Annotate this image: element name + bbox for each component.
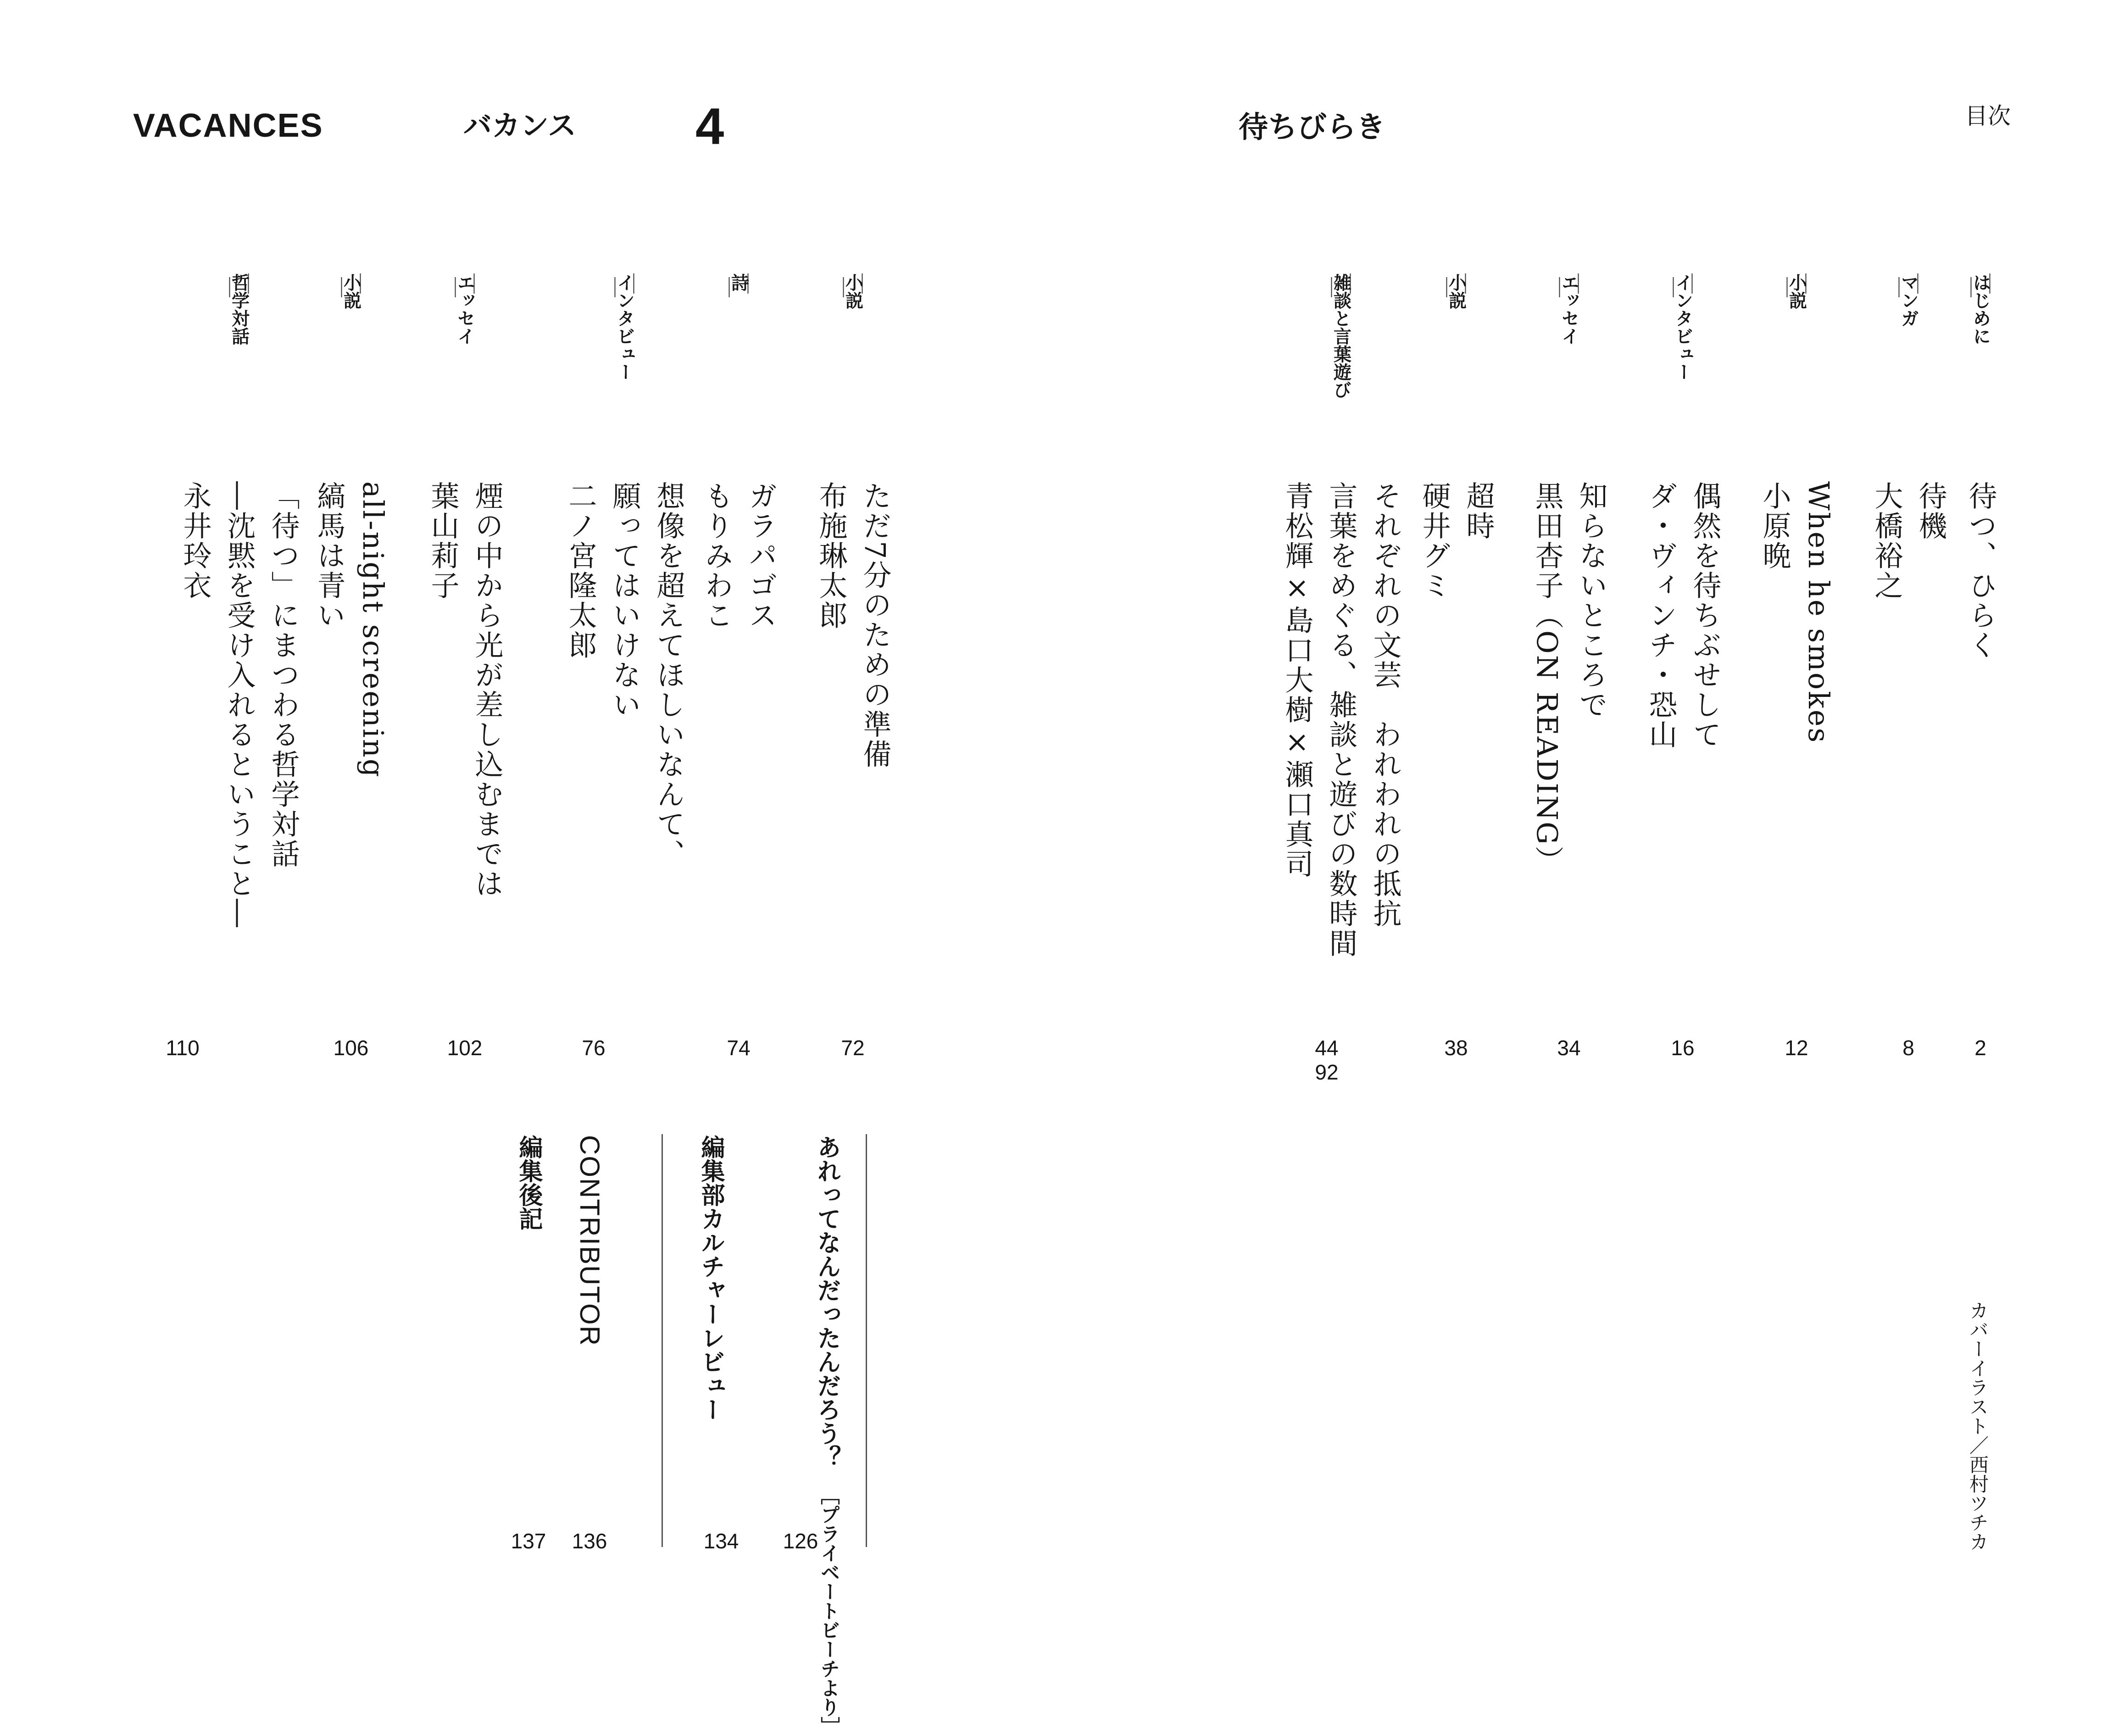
magazine-title: VACANCES — [133, 107, 323, 144]
toc-entry[interactable] — [312, 273, 390, 1060]
page-number: 137 — [511, 1529, 546, 1553]
entry-body — [700, 481, 778, 630]
page-number: 72 — [841, 1036, 865, 1060]
page-number: 106 — [333, 1036, 369, 1060]
category-label: 雑談と言葉遊び — [1330, 273, 1351, 399]
cover-credit: カバーイラスト／西村ツチカ — [1967, 1301, 1989, 1551]
back-matter-title: 編集部カルチャーレビュー — [697, 1135, 724, 1421]
entry-title: 煙の中から光が差し込むまでは — [470, 481, 504, 899]
entry-body — [1644, 481, 1722, 750]
toc-entry[interactable] — [1280, 273, 1402, 1084]
section-heading: ［プライベートビーチより］ — [818, 1486, 840, 1736]
entry-body — [1530, 481, 1608, 876]
entry-body — [426, 481, 504, 899]
back-matter-title: CONTRIBUTOR — [574, 1135, 605, 1347]
back-matter-title: あれってなんだったんだろう？ — [813, 1135, 840, 1469]
entry-title: ただ7分のための準備 — [858, 481, 892, 769]
entry-title: 知らないところで — [1574, 481, 1608, 720]
entry-subtitle: 願ってはいけない — [608, 481, 641, 720]
magazine-kana-title: バカンス — [463, 109, 577, 142]
entry-body — [312, 481, 390, 779]
category-label: エッセイ — [1558, 273, 1579, 345]
toc-entry[interactable] — [1960, 273, 2001, 1060]
category-label: 小説 — [340, 273, 361, 309]
entry-author: 黒田杏子（ON READING） — [1530, 481, 1564, 876]
entry-author: 小原晩 — [1758, 481, 1791, 571]
toc-entry[interactable] — [1758, 273, 1835, 1060]
divider-rule — [662, 1134, 663, 1547]
page-number: 8 — [1902, 1036, 1914, 1060]
toc-entry[interactable] — [564, 273, 685, 1060]
toc-label: 目次 — [1965, 103, 2011, 129]
entry-body — [814, 481, 892, 769]
back-matter-item[interactable] — [690, 1135, 739, 1566]
entry-author: 葉山莉子 — [426, 481, 460, 601]
back-matter-item[interactable] — [508, 1135, 549, 1566]
entry-body — [1280, 481, 1402, 958]
entry-author: ダ・ヴィンチ・恐山 — [1644, 481, 1678, 750]
entry-subtitle: ―沈黙を受け入れるということ― — [222, 481, 256, 929]
divider-rule — [866, 1134, 867, 1547]
toc-entry[interactable] — [426, 273, 504, 1060]
toc-entry[interactable] — [1530, 273, 1608, 1060]
page-number: 34 — [1557, 1036, 1581, 1060]
back-matter-item[interactable] — [783, 1135, 847, 1736]
page-number: 38 — [1444, 1036, 1468, 1060]
toc-entry[interactable] — [814, 273, 892, 1060]
entry-body — [566, 481, 683, 869]
entry-body — [178, 481, 300, 929]
entry-body — [1966, 481, 1995, 660]
page-number: 2 — [1974, 1036, 1986, 1060]
category-label: マンガ — [1898, 273, 1919, 327]
entry-body — [1760, 481, 1833, 744]
entry-title: 待機 — [1914, 481, 1947, 541]
entry-title: all-night screening — [356, 481, 390, 779]
entry-title: 超時 — [1462, 481, 1495, 541]
issue-theme: 待ちびらき — [1239, 111, 1385, 145]
toc-entry[interactable] — [700, 273, 778, 1060]
entry-author: 二ノ宮隆太郎 — [564, 481, 597, 660]
category-label: はじめに — [1970, 273, 1991, 345]
page-number: 134 — [703, 1529, 739, 1553]
page-number: 12 — [1785, 1036, 1808, 1060]
entry-body — [1872, 481, 1945, 601]
entry-title: 「待つ」にまつわる哲学対話 — [267, 481, 300, 869]
page-number-first: 44 — [1315, 1036, 1339, 1060]
page-number: 74 — [727, 1036, 751, 1060]
page-number: 110 — [166, 1036, 200, 1060]
category-label: 小説 — [842, 273, 863, 309]
entry-title: 待つ、ひらく — [1964, 481, 1997, 660]
page-number: 126 — [783, 1529, 818, 1553]
category-label: エッセイ — [454, 273, 475, 345]
category-label: 詩 — [729, 273, 749, 297]
page-number — [1315, 1036, 1338, 1085]
entry-author: 硬井グミ — [1418, 481, 1451, 601]
back-matter-item[interactable] — [569, 1135, 610, 1566]
entry-title: それぞれの文芸 われわれの抵抗 — [1368, 481, 1402, 929]
entry-author: 大橋裕之 — [1870, 481, 1903, 601]
entry-title: 想像を超えてほしいなんて、 — [652, 481, 685, 869]
back-matter-group — [815, 1135, 839, 1736]
issue-number: 4 — [695, 98, 724, 155]
page-number: 136 — [572, 1529, 607, 1553]
entry-subtitle: 言葉をめぐる、雑談と遊びの数時間 — [1324, 481, 1358, 958]
page-number-second: 92 — [1315, 1060, 1339, 1084]
entry-author: 永井玲衣 — [178, 481, 212, 601]
category-label: 哲学対話 — [228, 273, 250, 345]
entry-title: ガラパゴス — [744, 481, 778, 630]
entry-body — [1418, 481, 1495, 601]
page-number: 16 — [1671, 1036, 1695, 1060]
page-number: 76 — [582, 1036, 606, 1060]
category-label: インタビュー — [1672, 273, 1693, 381]
toc-entry[interactable] — [166, 273, 300, 1060]
category-label: 小説 — [1786, 273, 1807, 309]
entry-title: 偶然を待ちぶせして — [1688, 481, 1722, 750]
entry-author: 縞馬は青い — [312, 481, 346, 630]
entry-title: When he smokes — [1802, 481, 1835, 744]
page-number: 102 — [447, 1036, 483, 1060]
toc-entry[interactable] — [1870, 273, 1947, 1060]
category-label: インタビュー — [614, 273, 635, 381]
entry-author: 青松輝×島口大樹×瀬口真司 — [1280, 481, 1314, 879]
entry-author: もりみわこ — [700, 481, 734, 630]
toc-entry[interactable] — [1644, 273, 1722, 1060]
back-matter-title: 編集後記 — [515, 1135, 542, 1230]
entry-author: 布施琳太郎 — [814, 481, 848, 630]
toc-entry[interactable] — [1418, 273, 1495, 1060]
category-label: 小説 — [1446, 273, 1467, 309]
